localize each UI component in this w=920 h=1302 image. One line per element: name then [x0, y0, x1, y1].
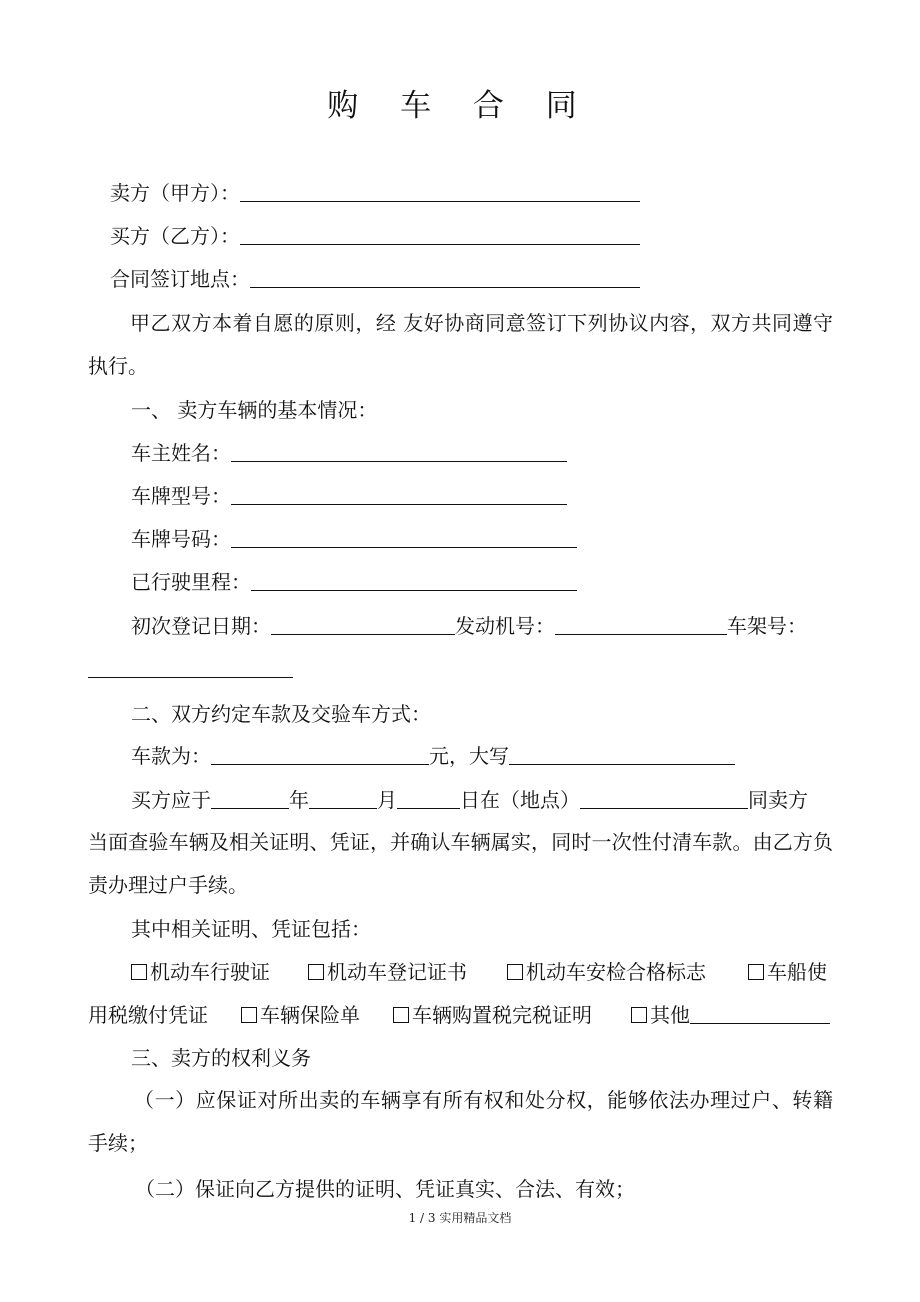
- place-line: [110, 266, 640, 292]
- engine-label: 发动机号：: [455, 614, 555, 638]
- checkbox-insurance[interactable]: [241, 1007, 257, 1023]
- mileage-line: [131, 569, 577, 595]
- docs-line-1c: [507, 959, 706, 985]
- doc-vessel-tax-b: 用税缴付凭证: [88, 1003, 208, 1027]
- doc-safety-inspection: 机动车安检合格标志: [526, 960, 706, 984]
- reg-date-label: 初次登记日期：: [131, 614, 271, 638]
- docs-line-2b: [241, 1002, 360, 1028]
- buyer-blank[interactable]: [240, 224, 640, 245]
- registration-line: [131, 613, 807, 639]
- engine-blank[interactable]: [555, 614, 727, 635]
- price-words-blank[interactable]: [509, 744, 735, 765]
- year-label: 年: [289, 788, 309, 812]
- price-blank[interactable]: [211, 744, 429, 765]
- place-blank[interactable]: [250, 267, 640, 288]
- docs-line-2: [88, 1002, 208, 1028]
- checkbox-safety-inspection[interactable]: [507, 964, 523, 980]
- model-line: [131, 483, 567, 509]
- model-blank[interactable]: [231, 484, 567, 505]
- reg-date-blank[interactable]: [271, 614, 455, 635]
- docs-line-1: [131, 959, 270, 985]
- checkbox-other[interactable]: [631, 1007, 647, 1023]
- section3-item2: （二）保证向乙方提供的证明、凭证真实、合法、有效；: [135, 1177, 635, 1201]
- buyer-line: [110, 223, 640, 249]
- seller-label: 卖方（甲方）：: [110, 181, 240, 205]
- section1-heading: 一、 卖方车辆的基本情况：: [131, 398, 378, 422]
- with-seller-text: 同卖方: [748, 788, 808, 812]
- delivery-place-blank[interactable]: [580, 788, 748, 809]
- plate-blank[interactable]: [231, 527, 577, 548]
- docs-line-2c: [393, 1002, 592, 1028]
- buyer-should-text: 买方应于: [131, 788, 211, 812]
- other-blank[interactable]: [690, 1003, 830, 1024]
- frame-label: 车架号：: [727, 614, 807, 638]
- delivery-paragraph: 当面查验车辆及相关证明、凭证，并确认车辆属实，同时一次性付清车款。由乙方负责办理过户手续。: [88, 830, 833, 897]
- doc-driving-license: 机动车行驶证: [150, 960, 270, 984]
- checkbox-registration-cert[interactable]: [308, 964, 324, 980]
- seller-line: [110, 180, 640, 206]
- model-label: 车牌型号：: [131, 484, 231, 508]
- price-label: 车款为：: [131, 744, 211, 768]
- docs-line-1d: [748, 959, 827, 985]
- section3-heading: 三、卖方的权利义务: [131, 1046, 311, 1070]
- checkbox-vessel-tax[interactable]: [748, 964, 764, 980]
- docs-heading: 其中相关证明、凭证包括：: [131, 917, 371, 941]
- price-line: [131, 743, 735, 769]
- frame-line: [88, 656, 293, 682]
- section2-heading: 二、双方约定车款及交验车方式：: [131, 702, 431, 726]
- docs-line-1b: [308, 959, 467, 985]
- page-footer: 1 / 3 实用精品文档: [408, 1211, 512, 1225]
- owner-blank[interactable]: [231, 441, 567, 462]
- buyer-label: 买方（乙方）：: [110, 224, 240, 248]
- mileage-label: 已行驶里程：: [131, 570, 251, 594]
- delivery-line: [131, 787, 808, 813]
- checkbox-driving-license[interactable]: [131, 964, 147, 980]
- year-blank[interactable]: [211, 788, 289, 809]
- doc-other: 其他: [650, 1003, 690, 1027]
- mileage-blank[interactable]: [251, 570, 577, 591]
- section3-item1: （一）应保证对所出卖的车辆享有所有权和处分权，能够依法办理过户、转籍手续；: [88, 1088, 833, 1155]
- page-title: 购 车 合 同: [327, 88, 593, 124]
- doc-purchase-tax: 车辆购置税完税证明: [412, 1003, 592, 1027]
- doc-insurance: 车辆保险单: [260, 1003, 360, 1027]
- month-blank[interactable]: [309, 788, 377, 809]
- day-place-label: 日在（地点）: [460, 788, 580, 812]
- plate-line: [131, 526, 577, 552]
- price-unit: 元，大写: [429, 744, 509, 768]
- plate-label: 车牌号码：: [131, 527, 231, 551]
- owner-line: [131, 440, 567, 466]
- frame-blank[interactable]: [88, 657, 293, 678]
- place-label: 合同签订地点：: [110, 267, 250, 291]
- day-blank[interactable]: [397, 788, 460, 809]
- checkbox-purchase-tax[interactable]: [393, 1007, 409, 1023]
- doc-vessel-tax-a: 车船使: [767, 960, 827, 984]
- intro-paragraph: 甲乙双方本着自愿的原则，经 友好协商同意签订下列协议内容，双方共同遵守执行。: [88, 311, 833, 378]
- doc-registration-cert: 机动车登记证书: [327, 960, 467, 984]
- month-label: 月: [377, 788, 397, 812]
- owner-label: 车主姓名：: [131, 441, 231, 465]
- seller-blank[interactable]: [240, 181, 640, 202]
- docs-line-2d: [631, 1002, 830, 1028]
